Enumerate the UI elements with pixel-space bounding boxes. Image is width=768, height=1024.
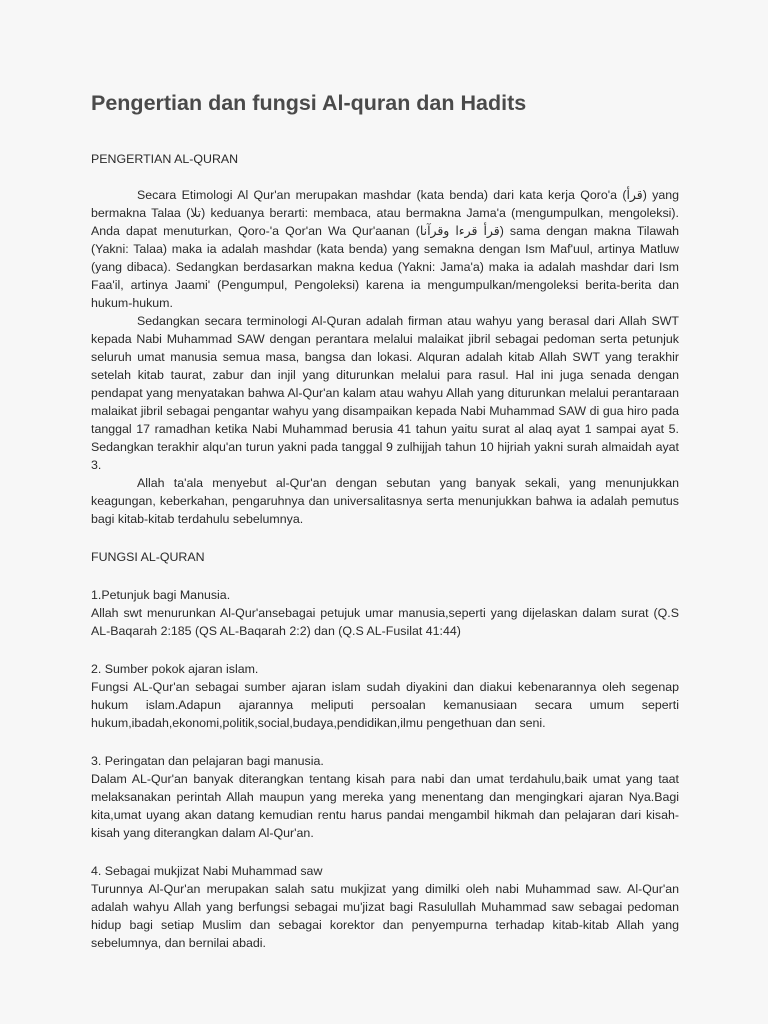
spacer <box>91 566 679 586</box>
fungsi-item-text: Dalam AL-Qur'an banyak diterangkan tentang kisah para nabi dan umat terdahulu,baik umat yang taat melaksanakan perintah Allah maupun yang mereka yang menentang dan mengingkari ajaran Nya.Bagi kita,umat uyang akan datang kemudian rentu harus pandai mengambil hikmah dan pelajaran dari kisah-kisah yang diterangkan dalam Al-Qur'an. <box>91 772 679 840</box>
spacer <box>91 168 679 186</box>
spacer <box>91 640 679 660</box>
document-body <box>91 150 679 952</box>
paragraph-sebutan: Allah ta'ala menyebut al-Qur'an dengan sebutan yang banyak sekali, yang menunjukkan keagungan, keberkahan, pengaruhnya dan universalitasnya serta menunjukkan bahwa ia adalah pemutus bagi kitab-kitab terdahulu sebelumnya. <box>91 476 679 526</box>
document-title: Pengertian dan fungsi Al-quran dan Hadits <box>91 91 527 115</box>
fungsi-item-title: 4. Sebagai mukjizat Nabi Muhammad saw <box>91 864 323 878</box>
paragraph-etimologi: Secara Etimologi Al Qur'an merupakan mashdar (kata benda) dari kata kerja Qoro'a (قرأ) yang bermakna Talaa (تلا) keduanya berarti: membaca, atau bermakna Jama'a (mengumpulkan, mengoleksi). Anda dapat menuturkan, Qoro-'a Qor'an Wa Qur'aanan (قرأ قرءا وقرآنا) sama dengan makna Tilawah (Yakni: Talaa) maka ia adalah mashdar (kata benda) yang semakna dengan Ism Maf'uul, artinya Matluw (yang dibaca). Sedangkan berdasarkan makna kedua (Yakni: Jama'a) maka ia adalah mashdar dari Ism Faa'il, artinya Jaami' (Pengumpul, Pengoleksi) karena ia mengumpulkan/mengoleksi berita-berita dan hukum-hukum. <box>91 188 680 310</box>
paragraph-terminologi: Sedangkan secara terminologi Al-Quran adalah firman atau wahyu yang berasal dari Allah SWT kepada Nabi Muhammad SAW dengan perantara melalui malaikat jibril sebagai pedoman serta petunjuk seluruh umat manusia semua masa, bangsa dan lokasi. Alquran adalah kitab Allah SWT yang terakhir setelah kitab taurat, zabur dan injil yang diturunkan melalui para rasul. Hal ini juga senada dengan pendapat yang menyatakan bahwa Al-Qur'an kalam atau wahyu Allah yang diturunkan melalui perantaraan malaikat jibril sebagai pengantar wahyu yang disampaikan kepada Nabi Muhammad SAW di gua hiro pada tanggal 17 ramadhan ketika Nabi Muhammad berusia 41 tahun yaitu surat al alaq ayat 1 sampai ayat 5. Sedangkan terakhir alqu'an turun yakni pada tanggal 9 zulhijjah tahun 10 hijriah yakni surah almaidah ayat 3. <box>91 314 679 472</box>
fungsi-item-title: 3. Peringatan dan pelajaran bagi manusia. <box>91 754 324 768</box>
fungsi-item-text: Fungsi AL-Qur'an sebagai sumber ajaran islam sudah diyakini dan diakui kebenarannya oleh segenap hukum islam.Adapun ajarannya meliputi persoalan kemanusiaan secara umum seperti hukum,ibadah,ekonomi,politik,social,budaya,pendidikan,ilmu pengethuan dan seni. <box>91 680 679 730</box>
fungsi-item-title: 2. Sumber pokok ajaran islam. <box>91 662 259 676</box>
spacer <box>91 528 679 548</box>
spacer <box>91 842 679 862</box>
fungsi-item-title: 1.Petunjuk bagi Manusia. <box>91 588 231 602</box>
fungsi-item-text: Allah swt menurunkan Al-Qur'ansebagai petujuk umar manusia,seperti yang dijelaskan dalam surat (Q.S AL-Baqarah 2:185 (QS AL-Baqarah 2:2) dan (Q.S AL-Fusilat 41:44) <box>91 606 679 638</box>
section-heading-pengertian: PENGERTIAN AL-QURAN <box>91 152 239 166</box>
section-heading-fungsi: FUNGSI AL-QURAN <box>91 550 205 564</box>
fungsi-item-text: Turunnya Al-Qur'an merupakan salah satu mukjizat yang dimilki oleh nabi Muhammad saw. Al-Qur'an adalah wahyu Allah yang berfungsi sebagai mu'jizat bagi Rasulullah Muhammad saw sebagai pedoman hidup bagi setiap Muslim dan sebagai korektor dan penyempurna terhadap kitab-kitab Allah yang sebelumnya, dan bernilai abadi. <box>91 882 679 950</box>
spacer <box>91 732 679 752</box>
